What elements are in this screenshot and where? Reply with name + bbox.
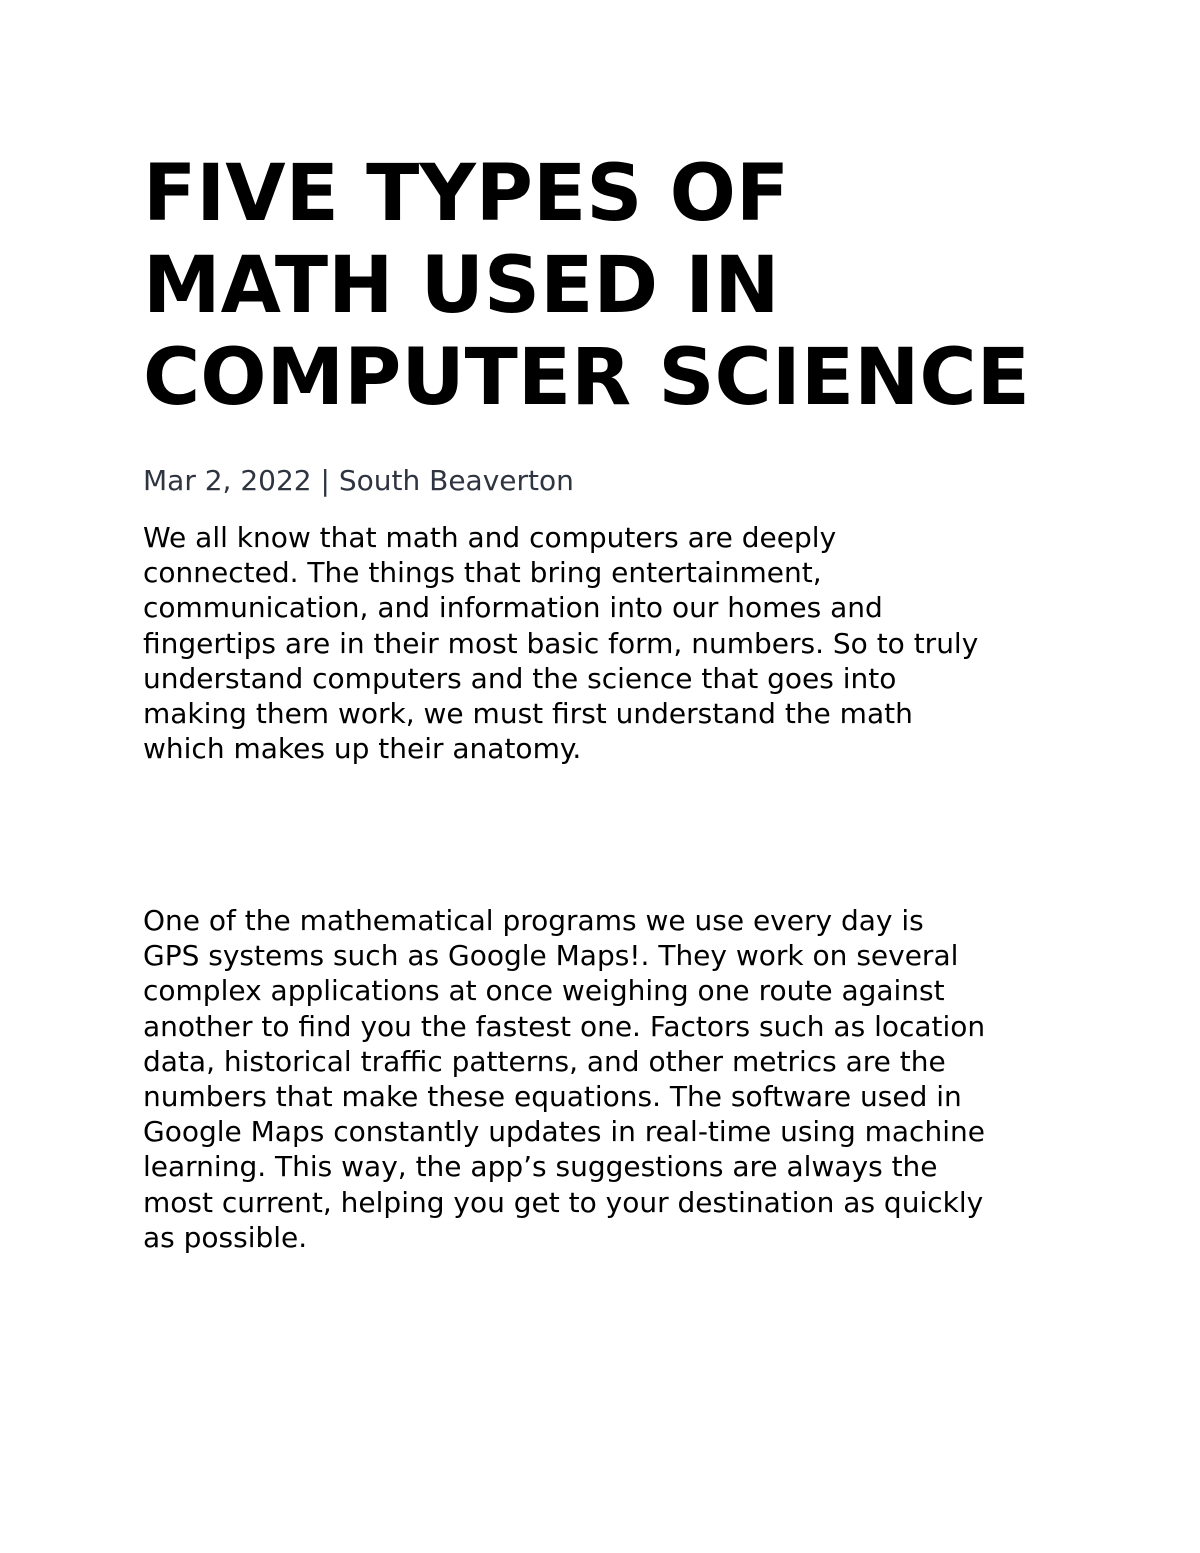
article-title-line: FIVE TYPES OF: [143, 149, 790, 239]
paragraph-line: another to find you the fastest one. Factors such as location: [143, 1009, 986, 1043]
article-title: [143, 148, 1083, 424]
paragraph-line: One of the mathematical programs we use every day is: [143, 904, 924, 937]
paragraph-line: complex applications at once weighing one route against: [143, 974, 945, 1008]
paragraph-line: Google Maps constantly updates in real-time using machine: [143, 1115, 985, 1149]
paragraph-line: GPS systems such as Google Maps!. They work on several: [143, 939, 959, 973]
article-date-location: Mar 2, 2022 | South Beaverton: [143, 464, 574, 497]
paragraph-line: as possible.: [143, 1220, 308, 1254]
paragraph-line: communication, and information into our homes and: [143, 591, 883, 625]
paragraph-line: connected. The things that bring entertainment,: [143, 556, 822, 590]
article-title-line: COMPUTER SCIENCE: [143, 333, 1030, 423]
paragraph-line: which makes up their anatomy.: [143, 732, 582, 766]
document-page: [143, 148, 1083, 1254]
paragraph-line: data, historical traffic patterns, and other metrics are the: [143, 1044, 946, 1078]
paragraph-line: fingertips are in their most basic form, numbers. So to truly: [143, 626, 979, 660]
paragraph-line: numbers that make these equations. The software used in: [143, 1080, 962, 1114]
paragraph-line: most current, helping you get to your destination as quickly: [143, 1185, 984, 1219]
paragraph-line: understand computers and the science that goes into: [143, 661, 897, 695]
paragraph-line: learning. This way, the app’s suggestions are always the: [143, 1150, 938, 1184]
paragraph-line: making them work, we must first understand the math: [143, 697, 913, 731]
article-paragraph-intro: [143, 520, 1083, 766]
article-paragraph-gps: [143, 903, 1083, 1255]
paragraph-line: We all know that math and computers are deeply: [143, 521, 837, 554]
article-title-line: MATH USED IN: [143, 241, 780, 331]
